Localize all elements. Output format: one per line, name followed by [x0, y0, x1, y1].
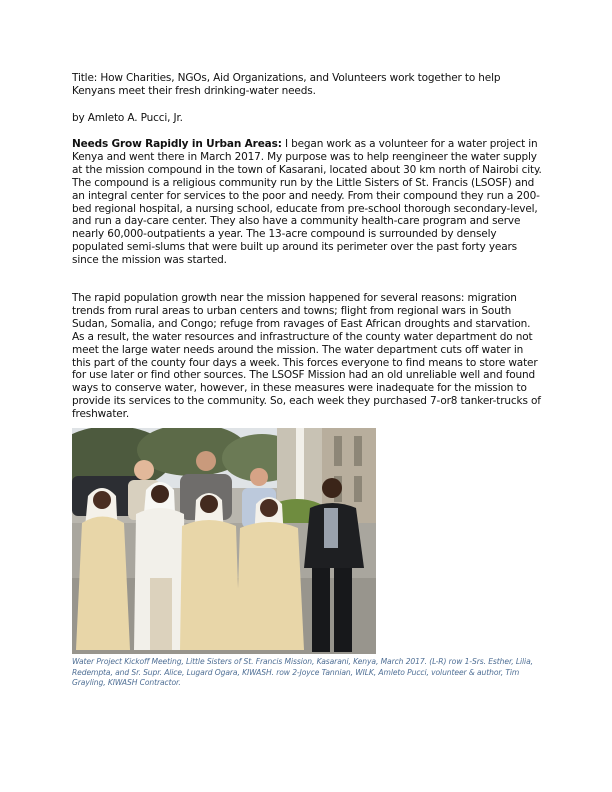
- author-byline: by Amleto A. Pucci, Jr.: [72, 112, 183, 124]
- group-photo-illustration: [72, 428, 376, 654]
- paragraph-1-text: I began work as a volunteer for a water project in Kenya and went there in March 2017. My purpose was to help reengineer the water supply at the mission compound in the town of Kasarani, located about 30 km north of Nairobi city. The compound is a religious community run by the Little Sisters of St. Francis (LSOSF) and an integral center for services to the poor and needy. From their compound they run a 200-bed regional hospital, a nursing school, educate from pre-school thorough secondary-level, and run a day-care center. They also have a community health-care program and serve nearly 60,000-outpatients a year. The 13-acre compound is surrounded by densely populated semi-slums that were built up around its perimeter over the past forty years since the mission was started.: [72, 138, 542, 267]
- paragraph-2: [72, 292, 544, 421]
- photo-caption: Water Project Kickoff Meeting, Little Sisters of St. Francis Mission, Kasarani, Kenya, March 2017. (L-R) row 1-Srs. Esther, Lilia, Redempta, and Sr. Supr. Alice, Lugard Ogara, KIWASH. row 2-Joyce Tannian, WILK, Amleto Pucci, volunteer & author, Tim Grayling, KIWASH Contractor.: [72, 657, 533, 688]
- paragraph-2-text: The rapid population growth near the mission happened for several reasons: migration trends from rural areas to urban centers and towns; flight from regional wars in South Sudan, Somalia, and Congo; refuge from ravages of East African droughts and starvation. As a result, the water resources and infrastructure of the county water department do not meet the large water needs around the mission. The water department cuts off water in this part of the county four days a week. This forces everyone to find means to store water for use later or find other sources. The LSOSF Mission had an old unreliable well and found ways to conserve water, however, in these measures were inadequate for the mission to provide its services to the community. So, each week they purchased 7-or8 tanker-trucks of freshwater.: [72, 292, 541, 421]
- group-photo: [72, 428, 376, 654]
- paragraph-1: [72, 138, 544, 267]
- section-heading: Needs Grow Rapidly in Urban Areas:: [72, 138, 282, 150]
- document-title: Title: How Charities, NGOs, Aid Organizations, and Volunteers work together to help Kenyans meet their fresh drinking-water needs.: [72, 72, 501, 97]
